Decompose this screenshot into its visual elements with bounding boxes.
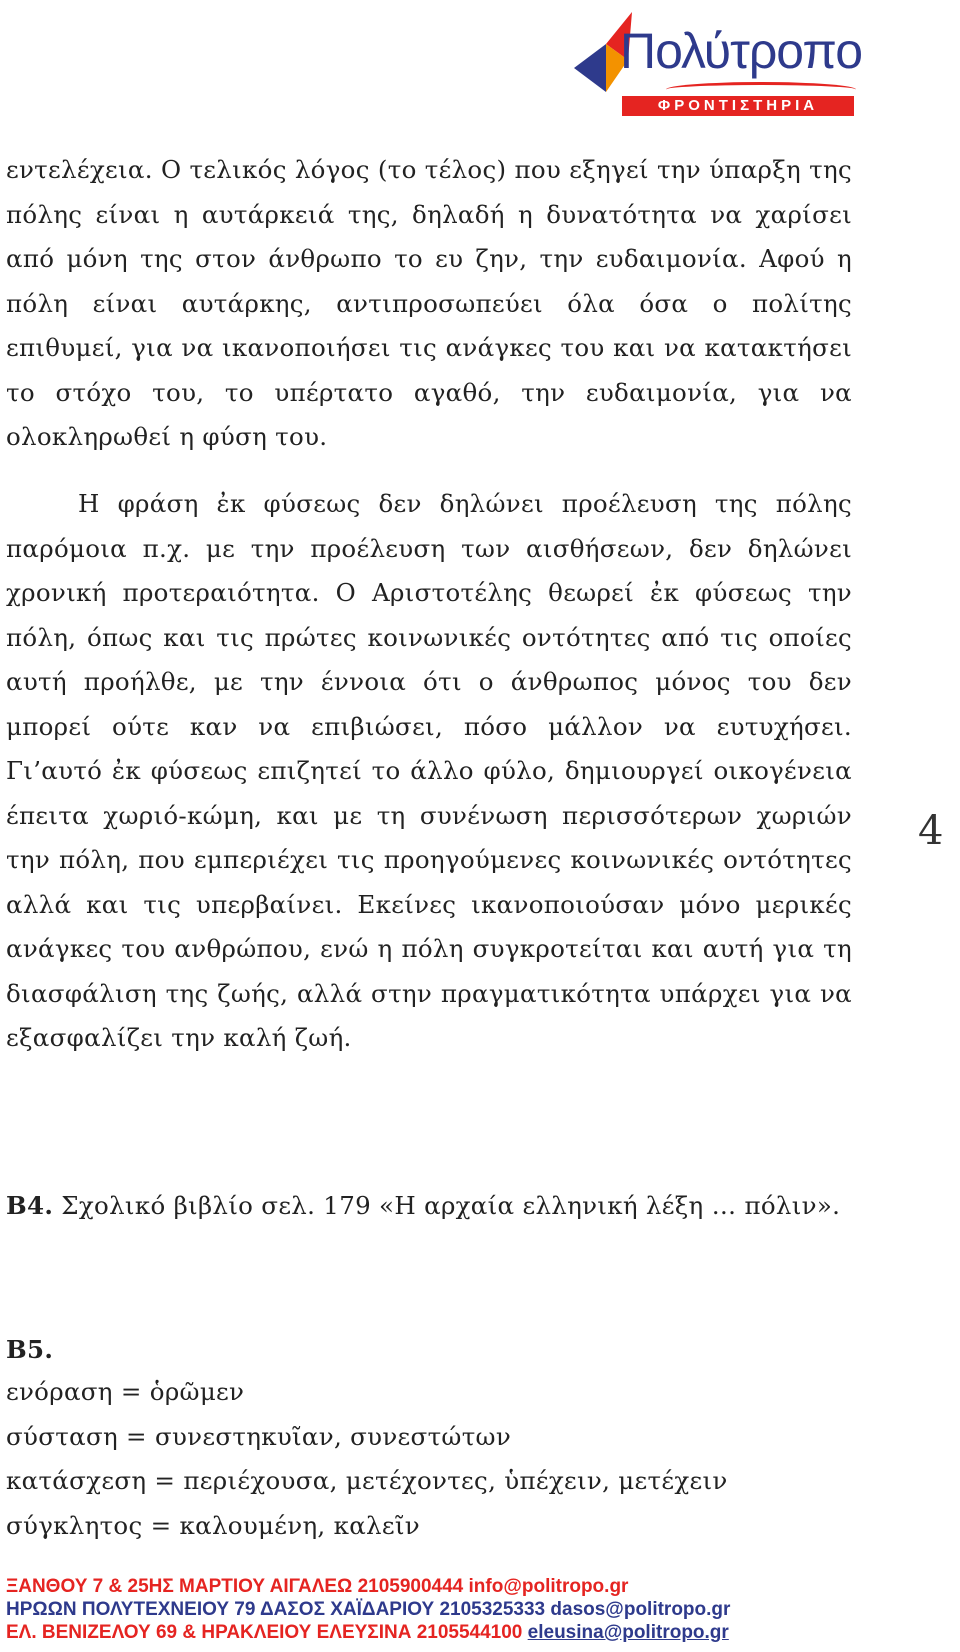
page-number: 4 bbox=[918, 808, 944, 854]
section-b5-label: Β5. bbox=[6, 1335, 54, 1364]
paragraph-ek-fyseos: Η φράση ἐκ φύσεως δεν δηλώνει προέλευση της πόλης παρόμοια π.χ. με την προέλευση των αισθήσεων, δεν δηλώνει χρονική προτεραιότητα. Ο Αριστοτέλης θεωρεί ἐκ φύσεως την πόλη, όπως και τις πρώτες κοινωνικές οντότητες από τις οποίες αυτή προήλθε, με την έννοια ότι ο άνθρωπος μόνος του δεν μπορεί ούτε καν να επιβιώσει, πόσο μάλλον να ευτυχήσει. Γι’αυτό ἐκ φύσεως επιζητεί το άλλο φύλο, δημιουργεί οικογένεια έπειτα χωριό-κώμη, και με τη συνένωση περισσότερων χωριών την πόλη, που εμπεριέχει τις προηγούμενες κοινωνικές οντότητες αλλά και τις υπερβαίνει. Εκείνες ικανοποιούσαν μόνο μερικές ανάγκες του ανθρώπου, ενώ η πόλη συγκροτείται και αυτή για τη διασφάλιση της ζωής, αλλά στην πραγματικότητα υπάρχει για να εξασφαλίζει την καλή ζωή. bbox=[6, 489, 852, 1052]
list-item: ενόραση = ὁρῶμεν bbox=[6, 1377, 245, 1406]
footer-line-aigaleo: ΞΑΝΘΟΥ 7 & 25ΗΣ ΜΑΡΤΙΟΥ ΑΙΓΑΛΕΩ 2105900444 info@politropo.gr bbox=[6, 1576, 629, 1597]
section-b4 bbox=[6, 1184, 852, 1229]
section-b5-list bbox=[6, 1370, 852, 1548]
list-item: κατάσχεση = περιέχουσα, μετέχοντες, ὑπέχειν, μετέχειν bbox=[6, 1466, 728, 1495]
list-item: σύγκλητος = καλουμένη, καλεῖν bbox=[6, 1510, 420, 1540]
footer-email-link[interactable]: eleusina@politropo.gr bbox=[527, 1622, 729, 1643]
footer-line-eleusina bbox=[6, 1621, 906, 1644]
brand-logo bbox=[566, 4, 863, 120]
logo-swoosh bbox=[666, 82, 856, 97]
logo-name: Πολύτροπο bbox=[620, 23, 863, 79]
logo-subtitle: ΦΡΟΝΤΙΣΤΗΡΙΑ bbox=[622, 96, 854, 116]
section-b4-label: Β4. bbox=[6, 1191, 54, 1220]
footer-line-dasos: ΗΡΩΩΝ ΠΟΛΥΤΕΧΝΕΙΟΥ 79 ΔΑΣΟΣ ΧΑΪΔΑΡΙΟΥ 2105325333 dasos@politropo.gr bbox=[6, 1599, 731, 1620]
section-b4-text: Σχολικό βιβλίο σελ. 179 «Η αρχαία ελληνική λέξη … πόλιν». bbox=[61, 1191, 841, 1220]
list-item: σύσταση = συνεστηκυῖαν, συνεστώτων bbox=[6, 1421, 512, 1451]
footer-eleusina-address: ΕΛ. ΒΕΝΙΖΕΛΟΥ 69 & ΗΡΑΚΛΕΙΟΥ ΕΛΕΥΣΙΝΑ 2105544100 bbox=[6, 1622, 528, 1643]
footer-addresses bbox=[6, 1575, 906, 1644]
paragraph-continuation: εντελέχεια. Ο τελικός λόγος (το τέλος) που εξηγεί την ύπαρξη της πόλης είναι η αυτάρκειά της, δηλαδή η δυνατότητα να χαρίσει από μόνη της στον άνθρωπο το ευ ζην, την ευδαιμονία. Αφού η πόλη είναι αυτάρκης, αντιπροσωπεύει όλα όσα ο πολίτης επιθυμεί, για να ικανοποιήσει τις ανάγκες του και να κατακτήσει το στόχο του, το υπέρτατο αγαθό, την ευδαιμονία, για να ολοκληρωθεί η φύση του. bbox=[6, 155, 852, 451]
